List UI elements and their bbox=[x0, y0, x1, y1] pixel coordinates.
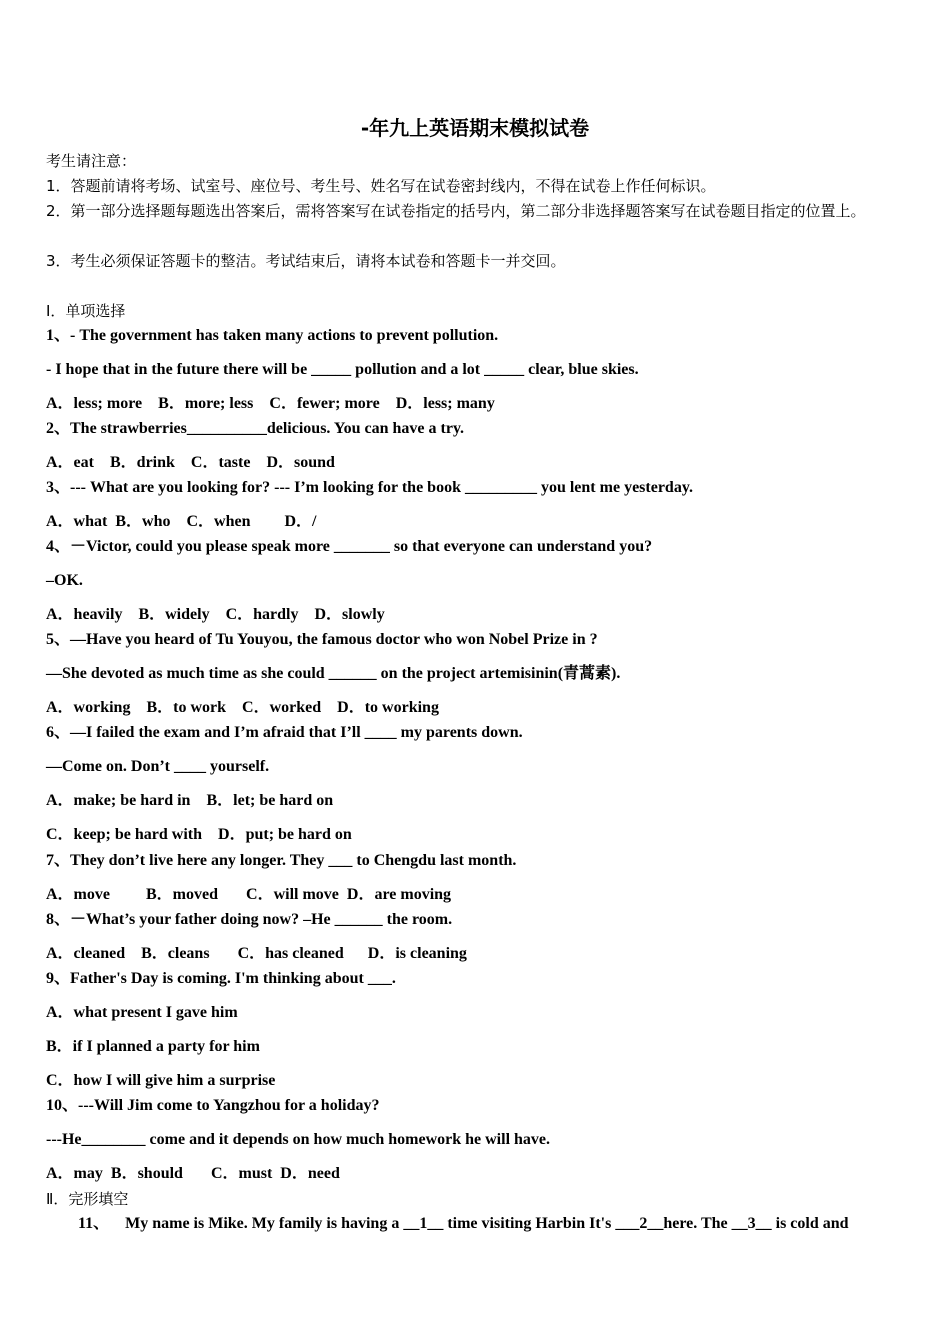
question-6-stem-2: —Come on. Don’t ____ yourself. bbox=[46, 758, 270, 775]
question-10-option-d[interactable]: D．need bbox=[280, 1165, 340, 1182]
question-1-option-d[interactable]: D．less; many bbox=[395, 395, 495, 412]
question-6-options-row-2 bbox=[46, 824, 364, 846]
question-5-stem: 5、—Have you heard of Tu Youyou, the famous doctor who won Nobel Prize in ? bbox=[46, 631, 598, 648]
question-4-option-b[interactable]: B．widely bbox=[138, 606, 210, 623]
notice-heading: 考生请注意： bbox=[46, 152, 137, 170]
question-4-stem-2: –OK. bbox=[46, 572, 83, 589]
question-10-stem-2: ---He________ come and it depends on how much homework he will have. bbox=[46, 1131, 551, 1148]
question-9-option-b[interactable]: B．if I planned a party for him bbox=[46, 1038, 260, 1055]
question-1-option-c[interactable]: C．fewer; more bbox=[269, 395, 380, 412]
question-3-option-a[interactable]: A．what bbox=[46, 513, 108, 530]
question-1-option-a[interactable]: A．less; more bbox=[46, 395, 143, 412]
question-10-stem: 10、---Will Jim come to Yangzhou for a holiday? bbox=[46, 1097, 380, 1114]
question-5-option-d[interactable]: D．to working bbox=[337, 699, 439, 716]
question-5-options bbox=[46, 697, 451, 719]
question-3-option-d[interactable]: D．/ bbox=[284, 513, 317, 530]
question-10-option-b[interactable]: B．should bbox=[110, 1165, 183, 1182]
question-3-stem: 3、--- What are you looking for? --- I’m looking for the book _________ you lent me yesterday. bbox=[46, 479, 693, 496]
question-9-stem: 9、Father's Day is coming. I'm thinking about ___. bbox=[46, 970, 396, 987]
question-1-options bbox=[46, 393, 507, 415]
question-7-options bbox=[46, 884, 463, 906]
question-5-option-a[interactable]: A．working bbox=[46, 699, 131, 716]
notice-item-1: 1．答题前请将考场、试室号、座位号、考生号、姓名写在试卷密封线内，不得在试卷上作任何标识。 bbox=[46, 177, 716, 195]
question-4-stem: 4、－Victor, could you please speak more _______ so that everyone can understand you? bbox=[46, 538, 653, 555]
question-6-option-b[interactable]: B．let; be hard on bbox=[206, 792, 334, 809]
question-8-option-d[interactable]: D．is cleaning bbox=[367, 945, 467, 962]
question-2-option-c[interactable]: C．taste bbox=[190, 454, 251, 471]
question-6-options-row-1 bbox=[46, 790, 345, 812]
question-6-stem: 6、—I failed the exam and I’m afraid that I’ll ____ my parents down. bbox=[46, 724, 523, 741]
page-title: -年九上英语期末模拟试卷 bbox=[360, 116, 590, 140]
question-3-option-b[interactable]: B．who bbox=[115, 513, 171, 530]
question-9-option-c[interactable]: C．how I will give him a surprise bbox=[46, 1072, 276, 1089]
question-6-option-c[interactable]: C．keep; be hard with bbox=[46, 826, 203, 843]
question-2-option-a[interactable]: A．eat bbox=[46, 454, 94, 471]
notice-item-3: 3．考生必须保证答题卡的整洁。考试结束后，请将本试卷和答题卡一并交回。 bbox=[46, 252, 566, 270]
question-2-option-b[interactable]: B．drink bbox=[110, 454, 175, 471]
question-8-option-b[interactable]: B．cleans bbox=[141, 945, 210, 962]
question-8-stem: 8、－What’s your father doing now? –He ______ the room. bbox=[46, 911, 453, 928]
question-1-stem: 1、- The government has taken many actions to prevent pollution. bbox=[46, 327, 499, 344]
question-5-stem-2: —She devoted as much time as she could ______ on the project artemisinin(青蒿素). bbox=[46, 665, 621, 682]
section-2-heading: Ⅱ．完形填空 bbox=[46, 1190, 129, 1208]
question-2-stem: 2、The strawberries__________delicious. You can have a try. bbox=[46, 420, 465, 437]
question-7-option-b[interactable]: B．moved bbox=[146, 886, 219, 903]
question-6-option-a[interactable]: A．make; be hard in bbox=[46, 792, 191, 809]
question-4-options bbox=[46, 604, 397, 626]
question-9-option-a[interactable]: A．what present I gave him bbox=[46, 1004, 238, 1021]
question-7-option-c[interactable]: C．will move bbox=[246, 886, 339, 903]
question-1-option-b[interactable]: B．more; less bbox=[158, 395, 254, 412]
question-10-option-c[interactable]: C．must bbox=[210, 1165, 273, 1182]
question-6-option-d[interactable]: D．put; be hard on bbox=[218, 826, 352, 843]
question-4-option-d[interactable]: D．slowly bbox=[314, 606, 385, 623]
notice-item-2: 2．第一部分选择题每题选出答案后，需将答案写在试卷指定的括号内，第二部分非选择题答案写在试卷题目指定的位置上。 bbox=[46, 202, 866, 220]
question-2-options bbox=[46, 452, 347, 474]
question-5-option-c[interactable]: C．worked bbox=[242, 699, 322, 716]
question-3-option-c[interactable]: C．when bbox=[186, 513, 251, 530]
question-4-option-a[interactable]: A．heavily bbox=[46, 606, 123, 623]
question-10-option-a[interactable]: A．may bbox=[46, 1165, 103, 1182]
question-2-option-d[interactable]: D．sound bbox=[266, 454, 335, 471]
question-4-option-c[interactable]: C．hardly bbox=[225, 606, 299, 623]
question-11-passage: 11、 My name is Mike. My family is having a __1__ time visiting Harbin It's ___2__here. The __3__ is cold and bbox=[78, 1215, 849, 1232]
question-7-stem: 7、They don’t live here any longer. They ___ to Chengdu last month. bbox=[46, 852, 517, 869]
question-7-option-d[interactable]: D．are moving bbox=[346, 886, 452, 903]
question-7-option-a[interactable]: A．move bbox=[46, 886, 110, 903]
question-10-options bbox=[46, 1163, 352, 1185]
question-8-option-a[interactable]: A．cleaned bbox=[46, 945, 126, 962]
section-1-heading: Ⅰ．单项选择 bbox=[46, 302, 126, 320]
question-8-options bbox=[46, 943, 479, 965]
question-5-option-b[interactable]: B．to work bbox=[146, 699, 227, 716]
question-1-stem-2: - I hope that in the future there will be _____ pollution and a lot _____ clear, blue skies. bbox=[46, 361, 639, 378]
question-3-options bbox=[46, 511, 329, 533]
question-8-option-c[interactable]: C．has cleaned bbox=[237, 945, 344, 962]
